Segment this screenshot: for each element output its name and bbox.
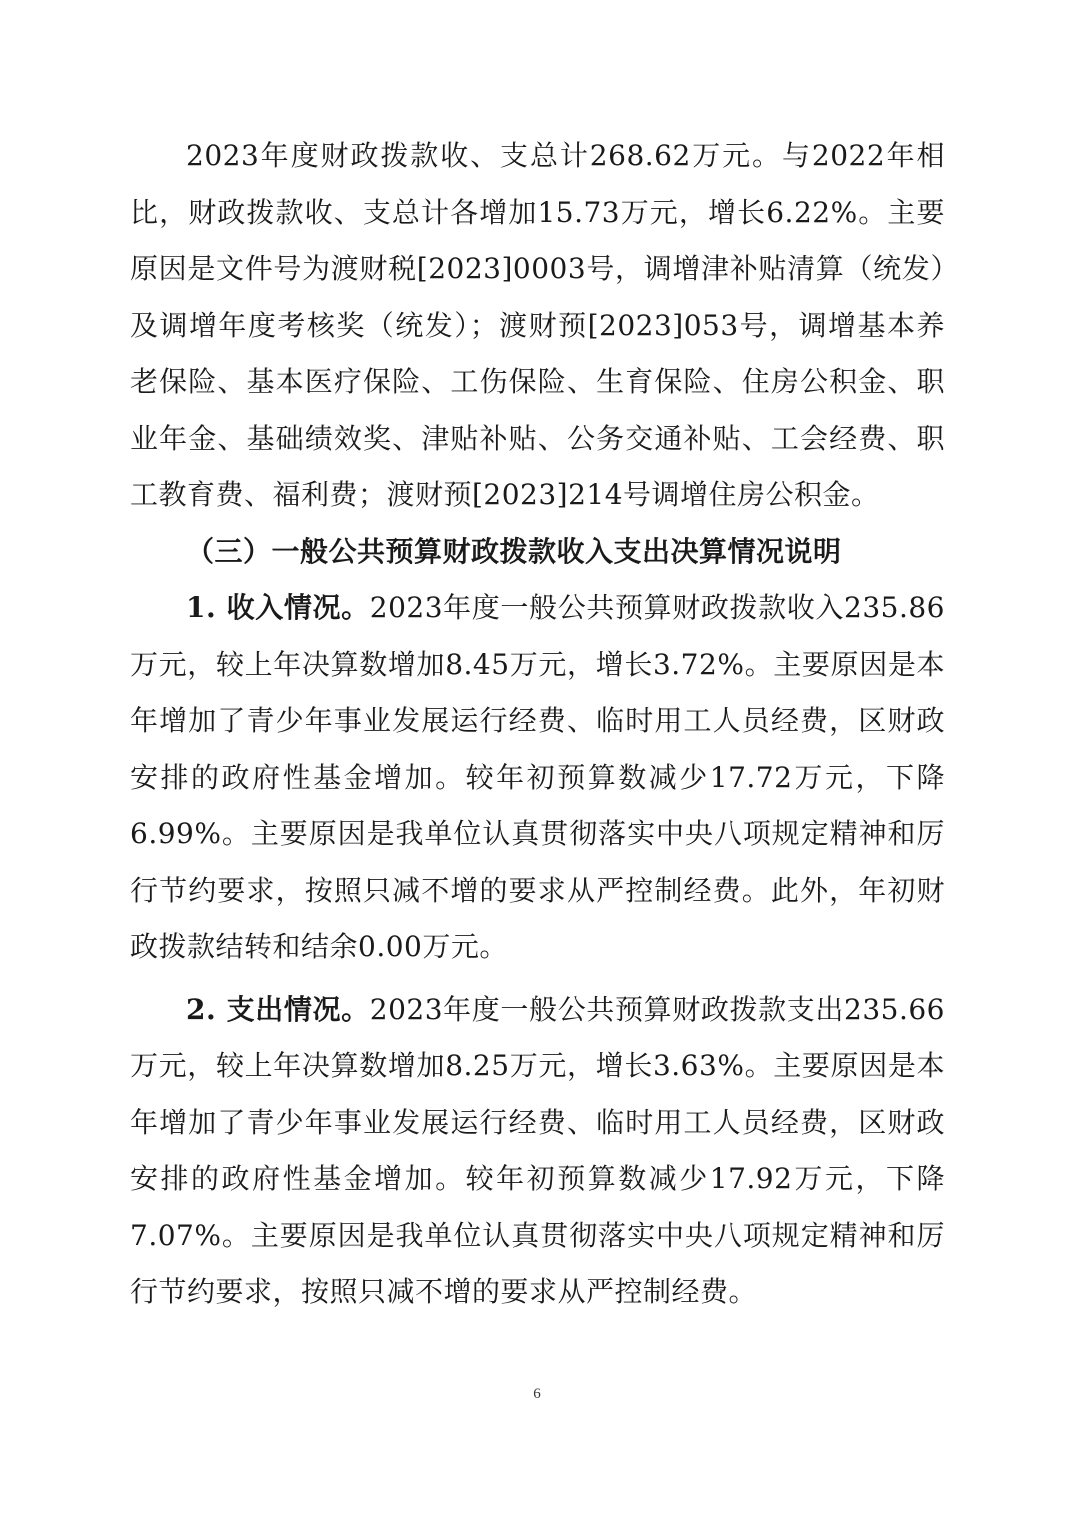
expense-text: 2023年度一般公共预算财政拨款支出235.66万元，较上年决算数增加8.25万元，增长3.63%。主要原因是本年增加了青少年事业发展运行经费、临时用工人员经费，区财政安排的政府性基金增加。较年初预算数减少17.92万元，下降7.07%。主要原因是我单位认真贯彻落实中央八项规定精神和厉行节约要求，按照只减不增的要求从严控制经费。	[130, 992, 946, 1308]
expense-lead: 2. 支出情况。	[186, 992, 370, 1026]
income-lead: 1. 收入情况。	[186, 591, 370, 624]
income-text: 2023年度一般公共预算财政拨款收入235.86万元，较上年决算数增加8.45万元，增长3.72%。主要原因是本年增加了青少年事业发展运行经费、临时用工人员经费，区财政安排的政府性基金增加。较年初预算数减少17.72万元，下降6.99%。主要原因是我单位认真贯彻落实中央八项规定精神和厉行节约要求，按照只减不增的要求从严控制经费。此外，年初财政拨款结转和结余0.00万元。	[130, 591, 946, 963]
paragraph-income	[130, 580, 945, 976]
page-number: 6	[533, 1386, 541, 1402]
paragraph-fiscal-total: 2023年度财政拨款收、支总计268.62万元。与2022年相比，财政拨款收、支总计各增加15.73万元，增长6.22%。主要原因是文件号为渡财税[2023]0003号，调增津补贴清算（统发）及调增年度考核奖（统发）；渡财预[2023]053号，调增基本养老保险、基本医疗保险、工伤保险、生育保险、住房公积金、职业年金、基础绩效奖、津贴补贴、公务交通补贴、工会经费、职工教育费、福利费；渡财预[2023]214号调增住房公积金。	[130, 139, 945, 511]
page-body	[130, 128, 945, 1321]
section-heading-general-budget: （三）一般公共预算财政拨款收入支出决算情况说明	[186, 534, 842, 568]
paragraph-expense	[130, 982, 945, 1321]
